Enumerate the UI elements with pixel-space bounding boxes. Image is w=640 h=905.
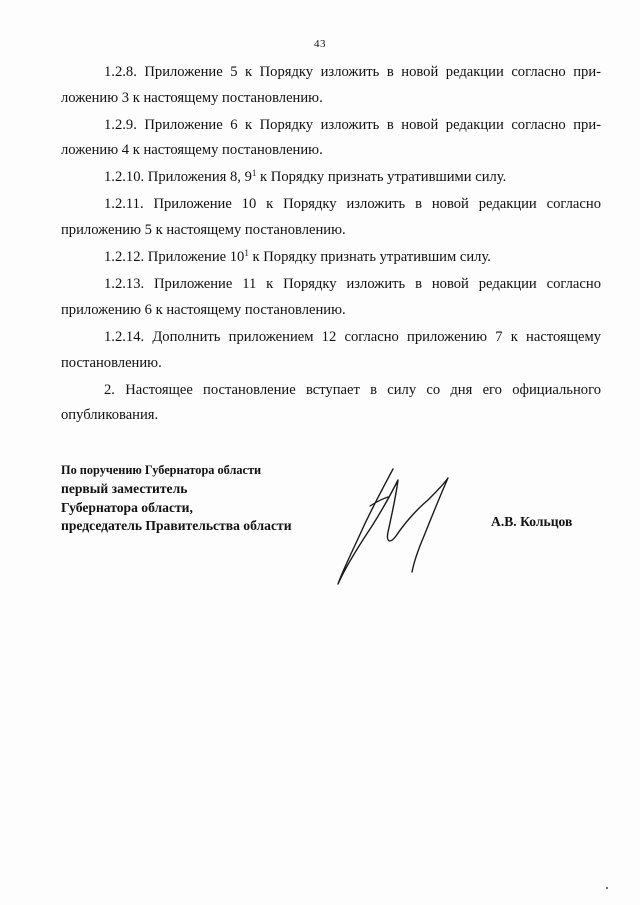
paragraph-text: 1.2.10. Приложения 8, 9 <box>104 169 252 186</box>
page-number: 43 <box>314 38 326 50</box>
paragraph-1-2-13: 1.2.13. Приложение 11 к Порядку изложить в новой редакции согласно приложению 6 к настоящему постановлению. <box>61 276 601 318</box>
signer-title-line: председатель Правительства области <box>61 518 292 534</box>
signature-block <box>61 461 601 591</box>
signer-title-line: Губернатора области, <box>61 499 193 515</box>
signer-title-line: По поручению Губернатора области <box>61 463 262 477</box>
paragraph-text: 1.2.12. Приложение 10 <box>104 249 245 266</box>
superscript-index: 1 <box>251 168 257 179</box>
paragraph-text: к Порядку признать утратившим силу. <box>248 249 491 266</box>
signer-name: А.В. Кольцов <box>491 514 573 529</box>
paragraph-2: 2. Настоящее постановление вступает в силу со дня его официального опубликования. <box>61 381 601 424</box>
handwritten-signature <box>336 466 451 588</box>
paragraph-1-2-11: 1.2.11. Приложение 10 к Порядку изложить в новой редакции согласно приложению 5 к настоящему постановлению. <box>61 196 601 239</box>
scan-mark <box>606 887 608 889</box>
document-body <box>61 60 601 429</box>
paragraph-1-2-12 <box>61 245 601 271</box>
paragraph-1-2-9: 1.2.9. Приложение 6 к Порядку изложить в новой редакции согласно при-ложению 4 к настоящему постановлению. <box>61 116 601 159</box>
superscript-index: 1 <box>244 248 249 259</box>
signer-title-line: первый заместитель <box>61 480 188 496</box>
paragraph-1-2-10 <box>61 165 601 191</box>
paragraph-text: к Порядку признать утратившими силу. <box>256 169 507 186</box>
paragraph-1-2-8: 1.2.8. Приложение 5 к Порядку изложить в новой редакции согласно при-ложению 3 к настоящему постановлению. <box>61 64 601 106</box>
paragraph-1-2-14: 1.2.14. Дополнить приложением 12 согласно приложению 7 к настоящему постановлению. <box>61 328 601 371</box>
